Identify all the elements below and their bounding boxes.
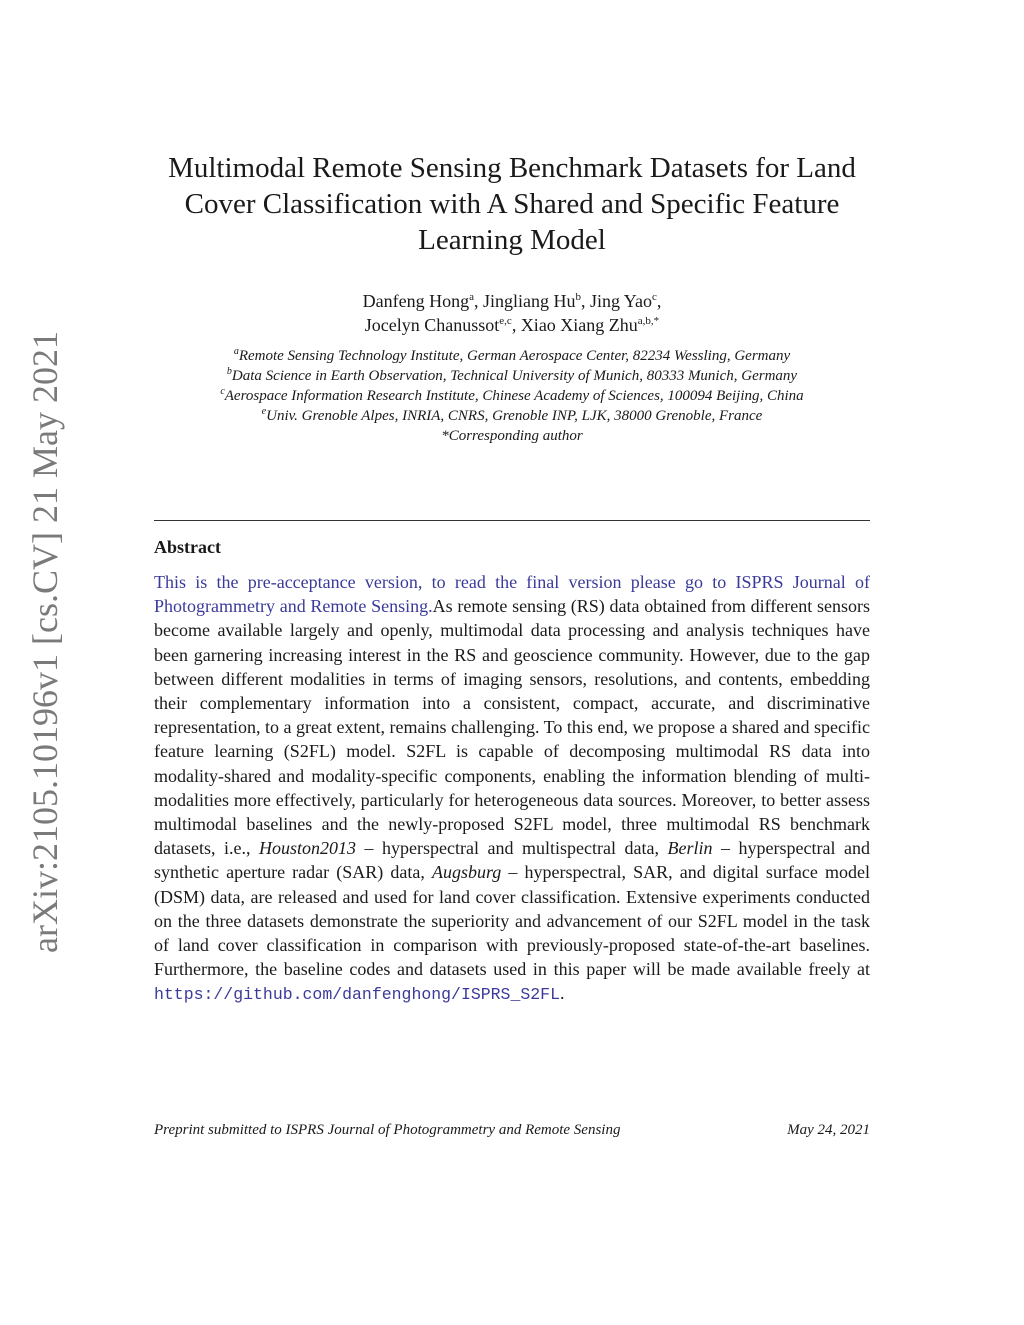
affiliation-text: Data Science in Earth Observation, Technical University of Munich, 80333 Munich, Germany bbox=[231, 368, 798, 384]
author-name: Xiao Xiang Zhu bbox=[520, 315, 638, 335]
affiliation-mark: e bbox=[261, 406, 267, 417]
dataset-name: Berlin bbox=[667, 838, 713, 859]
abstract-body bbox=[154, 570, 870, 1008]
affiliation-text: Remote Sensing Technology Institute, German Aerospace Center, 82234 Wessling, Germany bbox=[238, 348, 791, 364]
author-affiliation-mark: b bbox=[575, 291, 581, 303]
author-name: Jing Yao bbox=[589, 291, 652, 311]
affiliation-line bbox=[150, 366, 874, 386]
affiliation-list bbox=[150, 346, 874, 446]
github-link[interactable]: https://github.com/danfenghong/ISPRS_S2FL bbox=[154, 985, 560, 1005]
corresponding-author-note: *Corresponding author bbox=[441, 428, 583, 444]
author-affiliation-mark: c bbox=[652, 291, 657, 303]
affiliation-mark: b bbox=[226, 366, 232, 377]
author-name: Danfeng Hong bbox=[362, 291, 470, 311]
affiliation-text: Univ. Grenoble Alpes, INRIA, CNRS, Grenoble INP, LJK, 38000 Grenoble, France bbox=[266, 408, 763, 424]
footer-date: May 24, 2021 bbox=[787, 1122, 870, 1138]
dataset-name: Houston2013 bbox=[259, 838, 357, 859]
abstract-text: As remote sensing (RS) data obtained from different sensors become available largely and openly, multimodal data processing and analysis techniques have been garnering increasing interest in the RS and geoscience community. However, due to the gap between different modalities in terms of imaging sensors, resolutions, and contents, embedding their complementary information into a consistent, compact, accurate, and discriminative representation, to a great extent, remains challenging. To this end, we propose a shared and specific feature learning (S2FL) model. S2FL is capable of decomposing multimodal RS data into modality-shared and modality-specific components, enabling the information blending of multi-modalities more effectively, particularly for heterogeneous data sources. Moreover, to better assess multimodal baselines and the newly-proposed S2FL model, three multimodal RS benchmark datasets, i.e., bbox=[154, 596, 870, 859]
section-divider bbox=[154, 520, 870, 521]
abstract-heading: Abstract bbox=[154, 537, 221, 557]
author-name: Jocelyn Chanussot bbox=[364, 315, 500, 335]
affiliation-mark: c bbox=[220, 386, 225, 397]
affiliation-text: Aerospace Information Research Institute, Chinese Academy of Sciences, 100094 Beijing, China bbox=[224, 388, 804, 404]
affiliation-line bbox=[150, 346, 874, 366]
author-affiliation-mark: e,c bbox=[499, 315, 512, 327]
author-affiliation-mark: a bbox=[469, 291, 474, 303]
affiliation-line bbox=[150, 386, 874, 406]
abstract-text: – hyperspectral, SAR, and digital surface model (DSM) data, are released and used for land cover classification. Extensive experiments conducted on the three datasets demonstrate the superiority and advancement of our S2FL model in the task of land cover classification in comparison with previously-proposed state-of-the-art baselines. Furthermore, the baseline codes and datasets used in this paper will be made available freely at bbox=[154, 862, 870, 980]
arxiv-identifier-stamp: arXiv:2105.10196v1 [cs.CV] 21 May 2021 bbox=[25, 331, 65, 953]
paper-title: Multimodal Remote Sensing Benchmark Datasets for Land Cover Classification with A Shared and Specific Feature Learning Model bbox=[168, 152, 856, 256]
affiliation-line bbox=[150, 406, 874, 426]
abstract-text: – hyperspectral and synthetic aperture radar (SAR) data, bbox=[154, 838, 870, 883]
dataset-name: Augsburg bbox=[431, 862, 502, 883]
footer bbox=[154, 1122, 870, 1139]
affiliation-mark: a bbox=[233, 346, 239, 357]
abstract-text: – hyperspectral and multispectral data, bbox=[356, 838, 668, 859]
author-name: Jingliang Hu bbox=[482, 291, 576, 311]
author-list: Danfeng Hong$^a$, Jingliang Hu$^b$, Jing Yao$^c$, Jocelyn Chanussot$^{e,c}$, Xiao Xiang Zhu$^{a,b,*}$ bbox=[362, 291, 662, 335]
abstract-text: . bbox=[559, 983, 565, 1004]
author-affiliation-mark: a,b,* bbox=[637, 315, 660, 327]
preprint-note: Preprint submitted to ISPRS Journal of Photogrammetry and Remote Sensing bbox=[154, 1122, 621, 1138]
final-version-link[interactable]: This is the pre-acceptance version, to read the final version please go to ISPRS Journal of Photogrammetry and Remote Sensing. bbox=[154, 572, 870, 617]
